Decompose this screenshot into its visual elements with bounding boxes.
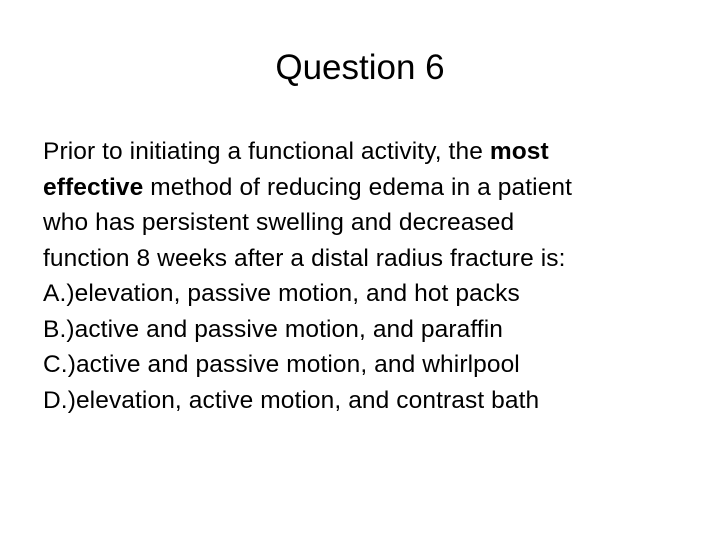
emphasis-most: most: [489, 138, 549, 165]
question-line-1: [43, 134, 693, 170]
slide-title: Question 6: [275, 48, 445, 87]
question-text-2: method of reducing edema in a patient: [143, 173, 573, 201]
question-text-1: Prior to initiating a functional activity, the: [43, 138, 490, 165]
answer-option-a: A.)elevation, passive motion, and hot packs: [43, 280, 520, 307]
question-body: [43, 134, 693, 418]
answer-option-b: B.)active and passive motion, and paraffin: [43, 315, 503, 343]
question-line-4: function 8 weeks after a distal radius fracture is:: [43, 244, 566, 272]
answer-option-c: C.)active and passive motion, and whirlpool: [43, 351, 520, 378]
question-line-3: who has persistent swelling and decreased: [43, 209, 515, 236]
question-line-2: [43, 170, 693, 206]
answer-option-d: D.)elevation, active motion, and contrast bath: [43, 386, 540, 414]
emphasis-effective: effective: [43, 173, 144, 201]
